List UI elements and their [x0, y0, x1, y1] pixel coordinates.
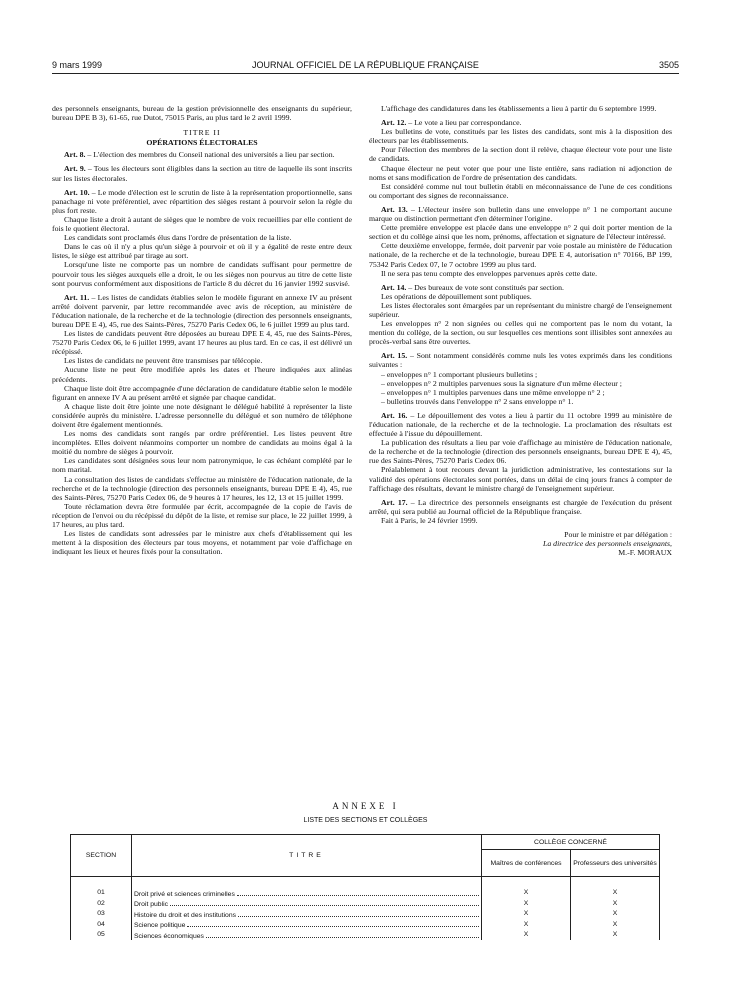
right-text-column [369, 104, 672, 557]
section-header: SECTION [71, 835, 132, 877]
paragraph: Les listes de candidats ne peuvent être transmises par télécopie. [64, 356, 263, 366]
table-row [71, 930, 660, 941]
left-text-column [52, 104, 352, 556]
section-title-cell [132, 909, 482, 920]
article-paragraph [369, 283, 672, 292]
paragraph: La publication des résultats a lieu par voie d'affichage au ministère de l'éducation nationale, de la recherche et de la technologie (direction des personnels enseignants, bureau DPE E 4), 45, rue des Saints-Pères, 75270 Paris Cedex 06. [369, 438, 672, 466]
maitres-mark: X [482, 909, 571, 920]
professeurs-mark: X [571, 930, 660, 941]
section-title-cell [132, 930, 482, 941]
maitres-header: Maîtres de conférences [482, 850, 571, 877]
paragraph: Les candidates sont désignées sous leur nom patronymique, le cas échéant complété par le nom marital. [52, 456, 352, 475]
paragraph: Cette première enveloppe est placée dans une enveloppe n° 2 qui doit porter mention de la section et du collège ainsi que les nom, prénoms, affectation et signature de l'électeur intéressé. [369, 223, 672, 242]
professeurs-mark: X [571, 909, 660, 920]
article-paragraph [52, 188, 352, 215]
article-label: Art. 15. [381, 351, 408, 361]
table-row [71, 898, 660, 909]
table-row [71, 909, 660, 920]
article-label: Art. 8. [64, 150, 86, 160]
paragraph: Les noms des candidats sont rangés par ordre préférentiel. Les listes peuvent être incomplètes. Elles doivent néanmoins comporter un nombre de candidats au moins égal à la moitié du nombre de sièges à pourvoir. [52, 429, 352, 457]
article-text: – Le dépouillement des votes a lieu à partir du 11 octobre 1999 au ministère de l'éducation nationale, de la recherche et de la technologie. La proclamation des résultats est effectuée à l'issue du dépouillement. [369, 410, 672, 439]
paragraph: Les listes de candidats sont adressées par le ministre aux chefs d'établissement qui les mettent à la disposition des électeurs par tous moyens, et notamment par voie d'affichage en indiquant les lieux et heures fixés pour la consultation. [52, 529, 352, 557]
paragraph: Il ne sera pas tenu compte des enveloppes parvenues après cette date. [381, 268, 598, 278]
table-row [71, 919, 660, 930]
article-text: – Des bureaux de vote sont constitués par section. [406, 282, 564, 292]
header-rule [52, 73, 679, 74]
paragraph: La consultation des listes de candidats s'effectue au ministère de l'éducation nationale, de la recherche et de la technologie (direction des personnels enseignants, bureau DPE E 4), 45, rue des Saints-Pères, 75270 Paris Cedex 06, de 9 heures à 17 heures, les 12, 13 et 15 juillet 1999. [52, 474, 352, 502]
maitres-mark: X [482, 888, 571, 899]
maitres-mark: X [482, 930, 571, 941]
article-text: – L'électeur insère son bulletin dans une enveloppe n° 1 ne comportant aucune marque ou distinction permettant d'en déterminer l'origine. [369, 204, 672, 224]
paragraph: Toute réclamation devra être formulée par écrit, accompagnée de la copie de l'avis de réception de l'envoi ou du récépissé du dépôt de la liste, et remise sur place, le 22 juillet 1999, à 17 heures, au plus tard. [52, 501, 352, 530]
signature-line: La directrice des personnels enseignants, [543, 539, 672, 549]
paragraph: Chaque électeur ne peut voter que pour une liste entière, sans radiation ni adjonction de noms et sans modification de l'ordre de présentation des candidats. [369, 163, 672, 182]
paragraph: Chaque liste doit être accompagnée d'une déclaration de candidature établie selon le modèle figurant en annexe IV A au présent arrêté et signée par chaque candidat. [52, 383, 352, 402]
section-title-cell [132, 919, 482, 930]
article-text: – Les listes de candidats établies selon le modèle figurant en annexe IV au présent arrêté doivent parvenir, par lettre recommandée avec avis de réception, au ministère de l'éducation nationale, de la recherche et de la technologie (direction des personnels enseignants, bureau DPE E 4), 45, rue des Saints-Pères, 75270 Paris Cedex 06, le 6 juillet 1999 au plus tard. [52, 292, 352, 329]
article-paragraph [369, 351, 672, 369]
page-header [52, 60, 679, 74]
article-label: Art. 11. [64, 292, 90, 302]
section-number: 02 [71, 898, 132, 909]
professeurs-mark: X [571, 898, 660, 909]
dot-leader [206, 930, 479, 938]
article-text: – Le vote a lieu par correspondance. [406, 118, 522, 128]
paragraph: Fait à Paris, le 24 février 1999. [381, 515, 478, 525]
section-heading: OPÉRATIONS ÉLECTORALES [146, 138, 258, 148]
paragraph: Les candidats sont proclamés élus dans l'ordre de présentation de la liste. [64, 233, 292, 243]
paragraph: Pour l'élection des membres de la section dont il relève, chaque électeur vote pour une liste de candidats. [369, 145, 672, 164]
paragraph: Lorsqu'une liste ne comporte pas un nombre de candidats suffisant pour permettre de pourvoir tous les sièges auxquels elle a droit, le ou les sièges non pourvus au titre de cette liste sont pourvus conformément aux dispositions de l'article 8 du décret du 16 janvier 1992 susvisé. [52, 260, 352, 288]
maitres-mark: X [482, 919, 571, 930]
article-label: Art. 14. [381, 282, 407, 292]
article-label: Art. 17. [381, 497, 408, 507]
signature-line: Pour le ministre et par délégation : [564, 530, 672, 540]
paragraph: – bulletins trouvés dans l'enveloppe n° 2 sans enveloppe n° 1. [381, 396, 574, 406]
article-paragraph [369, 205, 672, 223]
header-date: 9 mars 1999 [52, 60, 103, 70]
professeurs-mark: X [571, 919, 660, 930]
article-paragraph [369, 411, 672, 438]
table-row [71, 888, 660, 899]
section-number: 05 [71, 930, 132, 941]
annexe-title: ANNEXE I [332, 801, 399, 811]
section-title-cell [132, 898, 482, 909]
paragraph: Les listes électorales sont émargées par un représentant du ministre chargé de l'enseignement supérieur. [369, 300, 672, 319]
signature-line: M.-F. MORAUX [618, 548, 672, 558]
annexe-subtitle: LISTE DES SECTIONS ET COLLÈGES [303, 817, 428, 824]
titre-header: TITRE [132, 835, 482, 877]
sections-table-body [71, 877, 660, 941]
college-header: COLLÈGE CONCERNÉ [482, 835, 660, 850]
article-text: – Le mode d'élection est le scrutin de liste à la représentation proportionnelle, sans panachage ni vote préférentiel, avec répartition des sièges restant à pourvoir selon la règle du plus fort reste. [52, 187, 352, 215]
sections-table [70, 834, 660, 940]
section-number: 01 [71, 888, 132, 899]
dot-leader [237, 888, 479, 896]
section-title: Histoire du droit et des institutions [134, 911, 237, 919]
article-text: – Sont notamment considérés comme nuls les votes exprimés dans les conditions suivantes : [369, 351, 672, 370]
section-title: Droit public [134, 901, 168, 909]
article-label: Art. 9. [64, 164, 86, 174]
paragraph: des personnels enseignants, bureau de la gestion prévisionnelle des enseignants du supérieur, bureau DPE B 3), 61-65, rue Dutot, 75015 Paris, au plus tard le 2 avril 1999. [52, 104, 352, 123]
dot-leader [187, 919, 479, 927]
section-number: 03 [71, 909, 132, 920]
section-title: Science politique [134, 922, 186, 930]
article-label: Art. 12. [381, 118, 407, 128]
header-page-number: 3505 [658, 60, 679, 70]
professeurs-header: Professeurs des universités [571, 850, 660, 877]
article-paragraph [369, 118, 672, 127]
paragraph: Les bulletins de vote, constitués par les listes des candidats, sont mis à la disposition des électeurs par les établissements. [369, 127, 672, 146]
paragraph: Les listes de candidats peuvent être déposées au bureau DPE E 4, 45, rue des Saints-Pères, 75270 Paris Cedex 06, le 6 juillet 1999, avant 17 heures au plus tard. En ce cas, il est délivré un récépissé. [52, 329, 352, 357]
article-text: – L'élection des membres du Conseil national des universités a lieu par section. [85, 150, 335, 160]
section-title: Sciences économiques [134, 932, 204, 940]
article-label: Art. 16. [381, 410, 408, 420]
section-title: Droit privé et sciences criminelles [134, 890, 235, 898]
article-paragraph [52, 293, 352, 329]
paragraph: A chaque liste doit être jointe une note désignant le délégué habilité à représenter la liste considérée auprès du ministère. L'adresse personnelle du délégué et son numéro de téléphone doivent être également mentionnés. [52, 401, 352, 429]
paragraph: Les opérations de dépouillement sont publiques. [381, 291, 532, 301]
section-title-cell [132, 888, 482, 899]
dot-leader [238, 909, 479, 917]
paragraph: L'affichage des candidatures dans les établissements a lieu à partir du 6 septembre 1999. [381, 104, 657, 113]
header-journal-title: JOURNAL OFFICIEL DE LA RÉPUBLIQUE FRANÇAISE [252, 60, 479, 70]
article-paragraph [369, 498, 672, 516]
article-text: – Tous les électeurs sont éligibles dans la section au titre de laquelle ils sont inscrits sur les listes électorales. [52, 164, 352, 183]
article-text: – La directrice des personnels enseignants est chargée de l'exécution du présent arrêté, qui sera publié au Journal officiel de la République française. [369, 497, 672, 516]
paragraph: Aucune liste ne peut être modifiée après les dates et l'heure indiquées aux alinéas précédents. [52, 365, 352, 384]
maitres-mark: X [482, 898, 571, 909]
paragraph: Préalablement à tout recours devant la juridiction administrative, les contestations sur la validité des opérations électorales sont portées, dans un délai de cinq jours francs à compter de l'affichage des résultats, devant le ministre chargé de l'enseignement supérieur. [369, 465, 672, 493]
paragraph: – enveloppes n° 2 multiples parvenues sous la signature d'un même électeur ; [381, 378, 622, 388]
article-label: Art. 13. [381, 204, 408, 214]
professeurs-mark: X [571, 888, 660, 899]
paragraph: Est considéré comme nul tout bulletin établi en méconnaissance de l'une de ces conditions ou comportant des signes de reconnaissance. [369, 181, 672, 200]
dot-leader [170, 898, 479, 906]
article-label: Art. 10. [64, 187, 90, 197]
paragraph: Cette deuxième enveloppe, fermée, doit parvenir par voie postale au ministère de l'éducation nationale, de la recherche et de la technologie, bureau DPE E 4, autorisation n° 70166, BP 199, 75342 Paris Cedex 07, le 7 octobre 1999 au plus tard. [369, 241, 672, 269]
article-paragraph [52, 150, 352, 159]
paragraph: Dans le cas où il n'y a plus qu'un siège à pourvoir et où il y a égalité de reste entre deux listes, le siège est attribué par tirage au sort. [52, 242, 352, 261]
paragraph: Chaque liste a droit à autant de sièges que le nombre de voix recueillies par elle contient de fois le quotient électoral. [52, 214, 352, 234]
paragraph: Les enveloppes n° 2 non signées ou celles qui ne comportent pas le nom du votant, la mention du collège, de la section, ou sur lesquelles ces mentions sont illisibles sont annexées au procès-verbal sans être ouvertes. [369, 319, 672, 347]
paragraph: – enveloppes n° 1 multiples parvenues dans une même enveloppe n° 2 ; [381, 387, 605, 397]
titre-heading: TITRE II [183, 128, 221, 138]
paragraph: – enveloppes n° 1 comportant plusieurs bulletins ; [381, 369, 538, 379]
article-paragraph [52, 164, 352, 182]
section-number: 04 [71, 919, 132, 930]
